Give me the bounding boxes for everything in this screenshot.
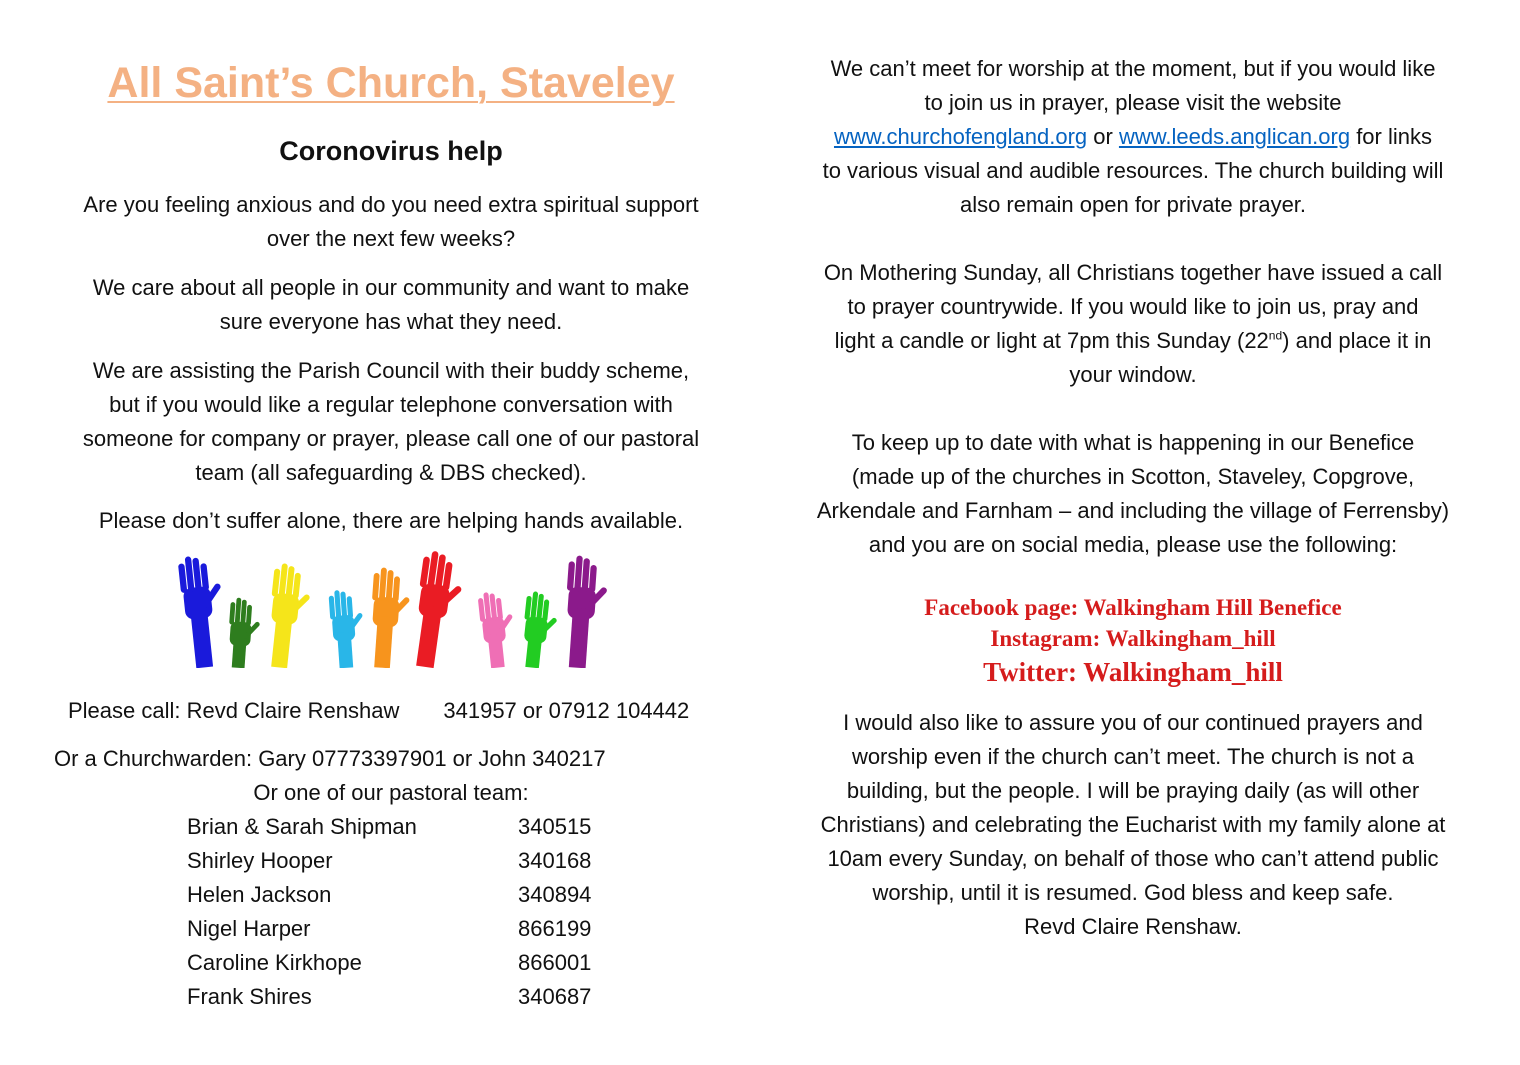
raised-hand-icon bbox=[226, 597, 262, 668]
team-row bbox=[187, 878, 591, 912]
text-line: Arkendale and Farnham – and including the village of Ferrensby) bbox=[816, 498, 1450, 523]
text-line: We are assisting the Parish Council with their buddy scheme, bbox=[92, 358, 690, 383]
mothering-sunday-paragraph bbox=[790, 256, 1476, 392]
section-subtitle: Coronovirus help bbox=[279, 136, 503, 166]
facebook-line: Facebook page: Walkingham Hill Benefice bbox=[924, 595, 1342, 620]
team-member-phone: 340894 bbox=[518, 882, 592, 907]
text-line: to various visual and audible resources. The church building will bbox=[822, 158, 1444, 183]
text-line: sure everyone has what they need. bbox=[219, 309, 563, 334]
team-member-phone: 340515 bbox=[518, 814, 592, 839]
text-line: someone for company or prayer, please call one of our pastoral bbox=[82, 426, 700, 451]
social-media-block bbox=[790, 592, 1476, 690]
text-line: building, but the people. I will be praying daily (as will other bbox=[846, 778, 1420, 803]
assist-paragraph bbox=[40, 354, 742, 490]
worship-paragraph bbox=[790, 52, 1476, 222]
raised-hand-icon bbox=[561, 555, 610, 668]
care-paragraph bbox=[40, 271, 742, 339]
text-segment: ) and place it in bbox=[1282, 328, 1432, 353]
churchwarden-line: Or a Churchwarden: Gary 07773397901 or John 340217 bbox=[54, 746, 606, 771]
team-member-name: Caroline Kirkhope bbox=[187, 950, 362, 975]
team-row bbox=[187, 810, 591, 844]
text-line: To keep up to date with what is happening in our Benefice bbox=[851, 430, 1415, 455]
closing-paragraph bbox=[790, 706, 1476, 944]
team-member-name: Nigel Harper bbox=[187, 916, 311, 941]
team-member-name: Frank Shires bbox=[187, 984, 312, 1009]
text-line: 10am every Sunday, on behalf of those who can’t attend public bbox=[827, 846, 1439, 871]
text-line: We care about all people in our community and want to make bbox=[92, 275, 690, 300]
text-line: We can’t meet for worship at the moment, but if you would like bbox=[830, 56, 1436, 81]
team-row bbox=[187, 980, 591, 1014]
team-member-phone: 866001 bbox=[518, 950, 592, 975]
text-line: (made up of the churches in Scotton, Staveley, Copgrove, bbox=[851, 464, 1415, 489]
text-line: team (all safeguarding & DBS checked). bbox=[195, 460, 587, 485]
team-row bbox=[187, 912, 591, 946]
team-member-name: Brian & Sarah Shipman bbox=[187, 814, 417, 839]
text-line: and you are on social media, please use the following: bbox=[868, 532, 1398, 557]
team-member-name: Helen Jackson bbox=[187, 882, 332, 907]
signature-line: Revd Claire Renshaw. bbox=[1024, 914, 1242, 939]
churchofengland-link[interactable]: www.churchofengland.org bbox=[833, 124, 1088, 149]
contact-label: Please call: Revd Claire Renshaw bbox=[68, 698, 400, 723]
text-line: also remain open for private prayer. bbox=[959, 192, 1307, 217]
helping-hands-image bbox=[165, 550, 625, 668]
instagram-line: Instagram: Walkingham_hill bbox=[990, 626, 1276, 651]
team-member-phone: 866199 bbox=[518, 916, 592, 941]
text-line: your window. bbox=[1069, 362, 1197, 387]
text-line bbox=[790, 324, 1476, 358]
raised-hand-icon bbox=[477, 590, 518, 668]
team-row bbox=[187, 946, 591, 980]
text-line: On Mothering Sunday, all Christians together have issued a call bbox=[823, 260, 1443, 285]
leeds-anglican-link[interactable]: www.leeds.anglican.org bbox=[1118, 124, 1351, 149]
text-line: worship, until it is resumed. God bless and keep safe. bbox=[872, 880, 1394, 905]
contact-line bbox=[68, 694, 689, 728]
text-line: Christians) and celebrating the Eucharist with my family alone at bbox=[820, 812, 1446, 837]
text-line: worship even if the church can’t meet. The church is not a bbox=[851, 744, 1415, 769]
team-member-phone: 340168 bbox=[518, 848, 592, 873]
team-row bbox=[187, 844, 591, 878]
text-line: to join us in prayer, please visit the website bbox=[924, 90, 1342, 115]
raised-hand-icon bbox=[519, 591, 560, 668]
text-line: over the next few weeks? bbox=[266, 226, 516, 251]
raised-hand-icon bbox=[264, 562, 314, 668]
raised-hand-icon bbox=[177, 553, 230, 668]
ordinal-suffix: nd bbox=[1268, 328, 1283, 343]
text-line: Please don’t suffer alone, there are helping hands available. bbox=[98, 508, 684, 533]
text-line: I would also like to assure you of our continued prayers and bbox=[843, 710, 1423, 735]
raised-hand-icon bbox=[409, 550, 468, 668]
raised-hand-icon bbox=[367, 567, 412, 668]
text-line: but if you would like a regular telephone conversation with bbox=[109, 392, 673, 417]
text-line bbox=[790, 120, 1476, 154]
team-heading: Or one of our pastoral team: bbox=[253, 780, 529, 805]
raised-hand-icon bbox=[328, 589, 367, 668]
contact-number: 341957 or 07912 104442 bbox=[443, 698, 690, 723]
benefice-paragraph bbox=[790, 426, 1476, 562]
intro-paragraph bbox=[40, 188, 742, 256]
text-segment: light a candle or light at 7pm this Sunday (22 bbox=[834, 328, 1269, 353]
twitter-line: Twitter: Walkingham_hill bbox=[983, 657, 1283, 687]
or-text: or bbox=[1087, 124, 1119, 149]
team-member-name: Shirley Hooper bbox=[187, 848, 333, 873]
team-member-phone: 340687 bbox=[518, 984, 592, 1009]
pastoral-team-list bbox=[187, 810, 591, 1014]
links-tail-text: for links bbox=[1350, 124, 1432, 149]
church-title: All Saint’s Church, Staveley bbox=[107, 59, 675, 107]
text-line: Are you feeling anxious and do you need extra spiritual support bbox=[83, 192, 699, 217]
text-line: to prayer countrywide. If you would like to join us, pray and bbox=[847, 294, 1419, 319]
reassurance-paragraph bbox=[40, 504, 742, 538]
